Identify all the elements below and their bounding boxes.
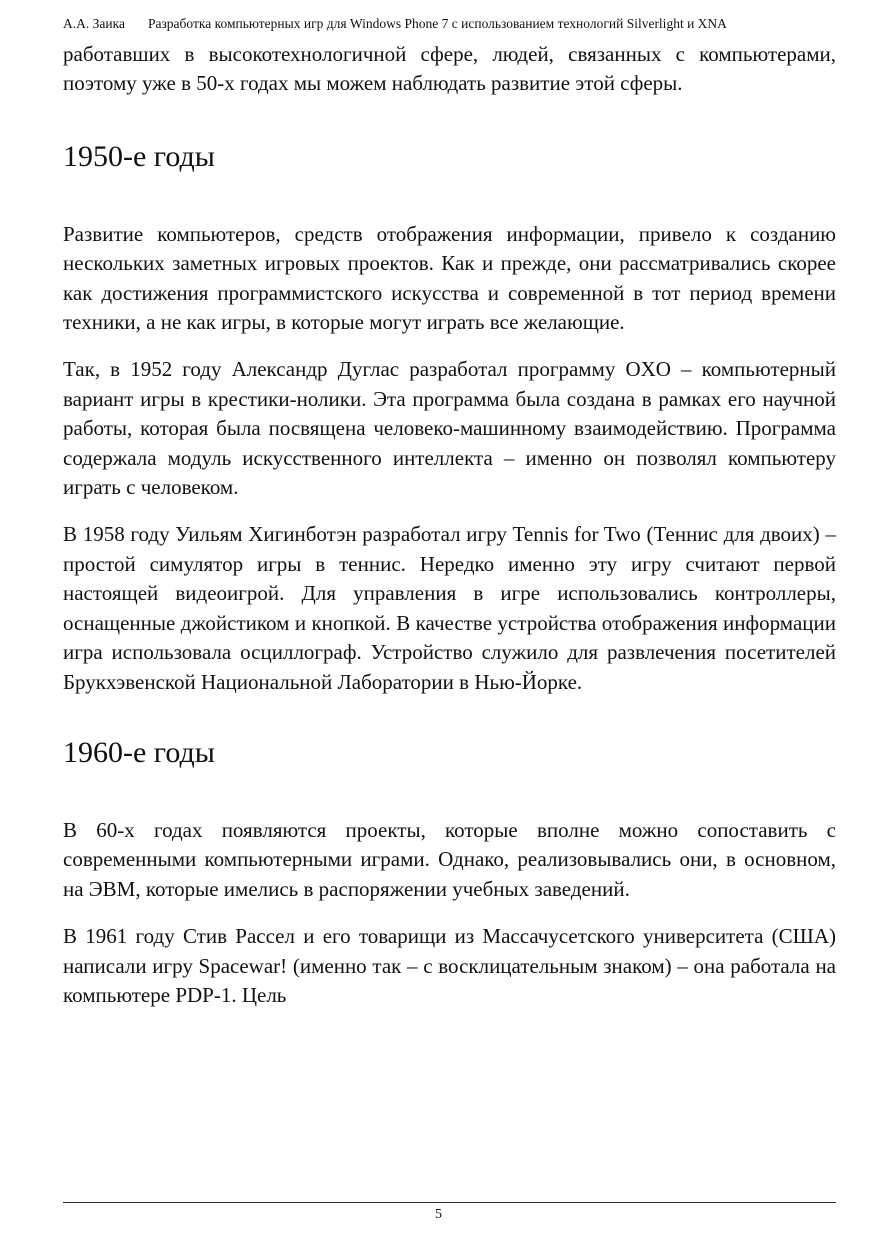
footer-divider bbox=[63, 1202, 836, 1203]
running-header bbox=[63, 15, 838, 33]
page-content bbox=[63, 40, 836, 1010]
header-author: А.А. Заика bbox=[63, 16, 125, 31]
page-number: 5 bbox=[435, 1207, 442, 1222]
intro-paragraph: работавших в высокотехнологичной сфере, людей, связанных с компьютерами, поэтому уже в 50-х годах мы можем наблюдать развитие этой сферы. bbox=[63, 42, 836, 96]
section-heading-1950s: 1950-е годы bbox=[63, 139, 215, 173]
section-heading-1960s: 1960-е годы bbox=[63, 735, 215, 769]
paragraph-1950s-3: В 1958 году Уильям Хигинботэн разработал игру Tennis for Two (Теннис для двоих) – простой симулятор игры в теннис. Нередко именно эту игру считают первой настоящей видеоигрой. Для управления в игре использовались контроллеры, оснащенные джойстиком и кнопкой. В качестве устройства отображения информации игра использовала осциллограф. Устройство служило для развлечения посетителей Брукхэвенской Национальной Лаборатории в Нью-Йорке. bbox=[63, 522, 836, 694]
paragraph-1960s-1: В 60-х годах появляются проекты, которые вполне можно сопоставить с современными компьютерными играми. Однако, реализовывались они, в основном, на ЭВМ, которые имелись в распоряжении учебных заведений. bbox=[63, 817, 836, 901]
paragraph-1950s-1: Развитие компьютеров, средств отображения информации, привело к созданию нескольких заметных игровых проектов. Как и прежде, они рассматривались скорее как достижения программистского искусства и современной в тот период времени техники, а не как игры, в которые могут играть все желающие. bbox=[63, 221, 836, 335]
paragraph-1960s-2: В 1961 году Стив Рассел и его товарищи из Массачусетского университета (США) написали игру Spacewar! (именно так – с восклицательным знаком) – она работала на компьютере PDP-1. Цель bbox=[63, 924, 836, 1007]
header-title: Разработка компьютерных игр для Windows Phone 7 с использованием технологий Silverlight и XNA bbox=[147, 16, 727, 31]
paragraph-1950s-2: Так, в 1952 году Александр Дуглас разработал программу OXO – компьютерный вариант игры в крестики-нолики. Эта программа была создана в рамках его научной работы, которая была посвящена человеко-машинному взаимодействию. Программа содержала модуль искусственного интеллекта – именно он позволял компьютеру играть с человеком. bbox=[63, 357, 836, 500]
